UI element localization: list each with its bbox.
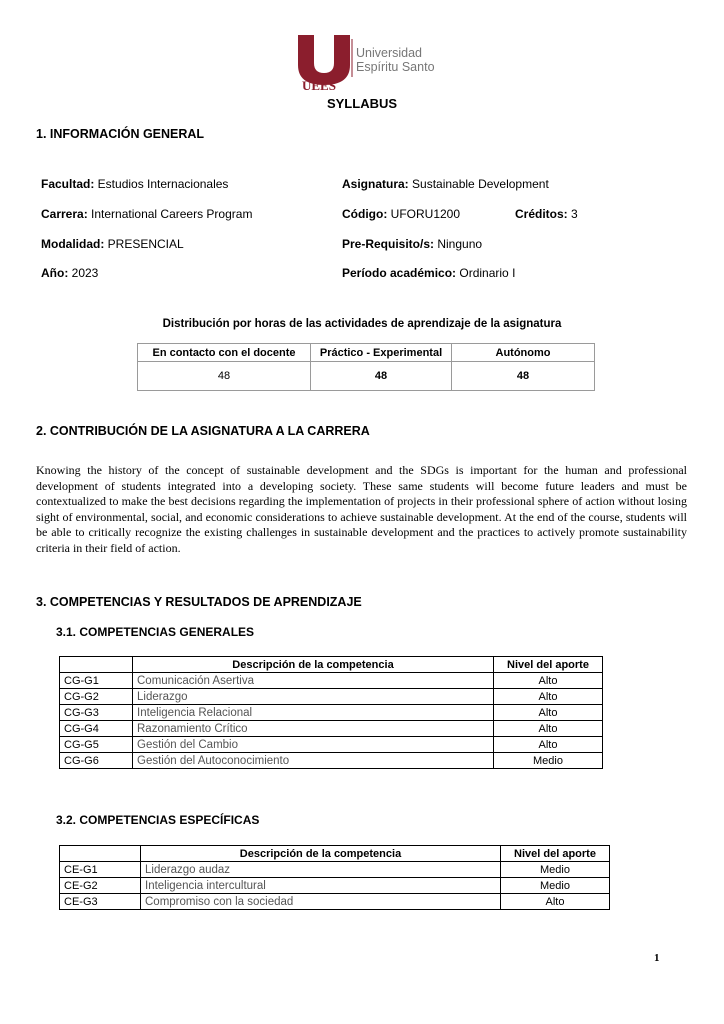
competency-description: Gestión del Autoconocimiento <box>133 753 494 769</box>
anio-field: Año: 2023 <box>41 266 99 280</box>
competency-level: Alto <box>501 894 610 910</box>
svg-text:UEES: UEES <box>302 78 336 91</box>
competency-description: Inteligencia Relacional <box>133 705 494 721</box>
creditos-field: Créditos: 3 <box>515 207 578 221</box>
competency-code: CE-G3 <box>60 894 141 910</box>
value-autonomo: 48 <box>452 362 595 391</box>
competency-code: CG-G4 <box>60 721 133 737</box>
section-2-heading: 2. CONTRIBUCIÓN DE LA ASIGNATURA A LA CARRERA <box>36 424 370 438</box>
asignatura-field: Asignatura: Sustainable Development <box>342 177 549 191</box>
table-row <box>138 362 595 391</box>
header-description: Descripción de la competencia <box>133 657 494 673</box>
competency-code: CE-G2 <box>60 878 141 894</box>
table-header-row <box>60 846 610 862</box>
table-row <box>60 878 610 894</box>
university-logo <box>292 33 452 91</box>
svg-text:Universidad: Universidad <box>356 46 423 60</box>
table-row <box>60 894 610 910</box>
value-contacto-docente: 48 <box>138 362 311 391</box>
competency-code: CG-G2 <box>60 689 133 705</box>
competency-description: Liderazgo audaz <box>141 862 501 878</box>
competency-level: Medio <box>501 878 610 894</box>
table-row <box>60 737 603 753</box>
header-practico-experimental: Práctico - Experimental <box>311 344 452 362</box>
table-row <box>60 673 603 689</box>
periodo-field: Período académico: Ordinario I <box>342 266 516 280</box>
competency-code: CG-G1 <box>60 673 133 689</box>
section-1-heading: 1. INFORMACIÓN GENERAL <box>36 127 205 141</box>
table-row <box>60 721 603 737</box>
prerequisito-field: Pre-Requisito/s: Ninguno <box>342 237 483 251</box>
table-row <box>60 753 603 769</box>
header-autonomo: Autónomo <box>452 344 595 362</box>
competency-level: Medio <box>501 862 610 878</box>
svg-text:Espíritu Santo: Espíritu Santo <box>356 60 435 74</box>
contribution-paragraph: Knowing the history of the concept of sustainable development and the SDGs is important for the human and professional development of students integrated into a developing society. These same students will become future leaders and must be contextualized to make the best decisions regarding the implementation of projects in their professional sphere of action without losing sight of environmental, social, and economic considerations to achieve sustainable development. At the end of the course, students will be able to critically recognize the existing challenges in sustainable development and the practices to actively promote sustainability criteria in their field of action. <box>36 463 687 555</box>
facultad-field: Facultad: Estudios Internacionales <box>41 177 229 191</box>
document-title: SYLLABUS <box>326 96 398 111</box>
competency-description: Comunicación Asertiva <box>133 673 494 689</box>
competency-level: Alto <box>494 689 603 705</box>
page-number: 1 <box>654 952 660 964</box>
competency-code: CG-G6 <box>60 753 133 769</box>
competencias-generales-heading: 3.1. COMPETENCIAS GENERALES <box>56 625 255 639</box>
value-practico-experimental: 48 <box>311 362 452 391</box>
competency-level: Alto <box>494 673 603 689</box>
table-header-row <box>60 657 603 673</box>
competency-code: CG-G5 <box>60 737 133 753</box>
competency-description: Liderazgo <box>133 689 494 705</box>
table-header-row <box>138 344 595 362</box>
competency-description: Gestión del Cambio <box>133 737 494 753</box>
header-contacto-docente: En contacto con el docente <box>138 344 311 362</box>
competency-level: Alto <box>494 737 603 753</box>
header-level: Nivel del aporte <box>494 657 603 673</box>
section-3-heading: 3. COMPETENCIAS Y RESULTADOS DE APRENDIZAJE <box>36 595 362 609</box>
modalidad-field: Modalidad: PRESENCIAL <box>41 237 184 251</box>
hours-distribution-table <box>137 343 595 391</box>
competency-code: CE-G1 <box>60 862 141 878</box>
competencias-especificas-heading: 3.2. COMPETENCIAS ESPECÍFICAS <box>56 813 260 827</box>
table-row <box>60 689 603 705</box>
header-code <box>60 846 141 862</box>
competency-description: Compromiso con la sociedad <box>141 894 501 910</box>
codigo-field: Código: UFORU1200 <box>342 207 461 221</box>
hours-distribution-title: Distribución por horas de las actividades de aprendizaje de la asignatura <box>162 318 562 330</box>
competencias-especificas-table <box>59 845 610 910</box>
table-row <box>60 705 603 721</box>
header-description: Descripción de la competencia <box>141 846 501 862</box>
competency-description: Inteligencia intercultural <box>141 878 501 894</box>
competency-description: Razonamiento Crítico <box>133 721 494 737</box>
competency-level: Alto <box>494 705 603 721</box>
header-code <box>60 657 133 673</box>
competency-level: Alto <box>494 721 603 737</box>
header-level: Nivel del aporte <box>501 846 610 862</box>
competency-code: CG-G3 <box>60 705 133 721</box>
carrera-field: Carrera: International Careers Program <box>41 207 253 221</box>
competencias-generales-table <box>59 656 603 769</box>
competency-level: Medio <box>494 753 603 769</box>
table-row <box>60 862 610 878</box>
